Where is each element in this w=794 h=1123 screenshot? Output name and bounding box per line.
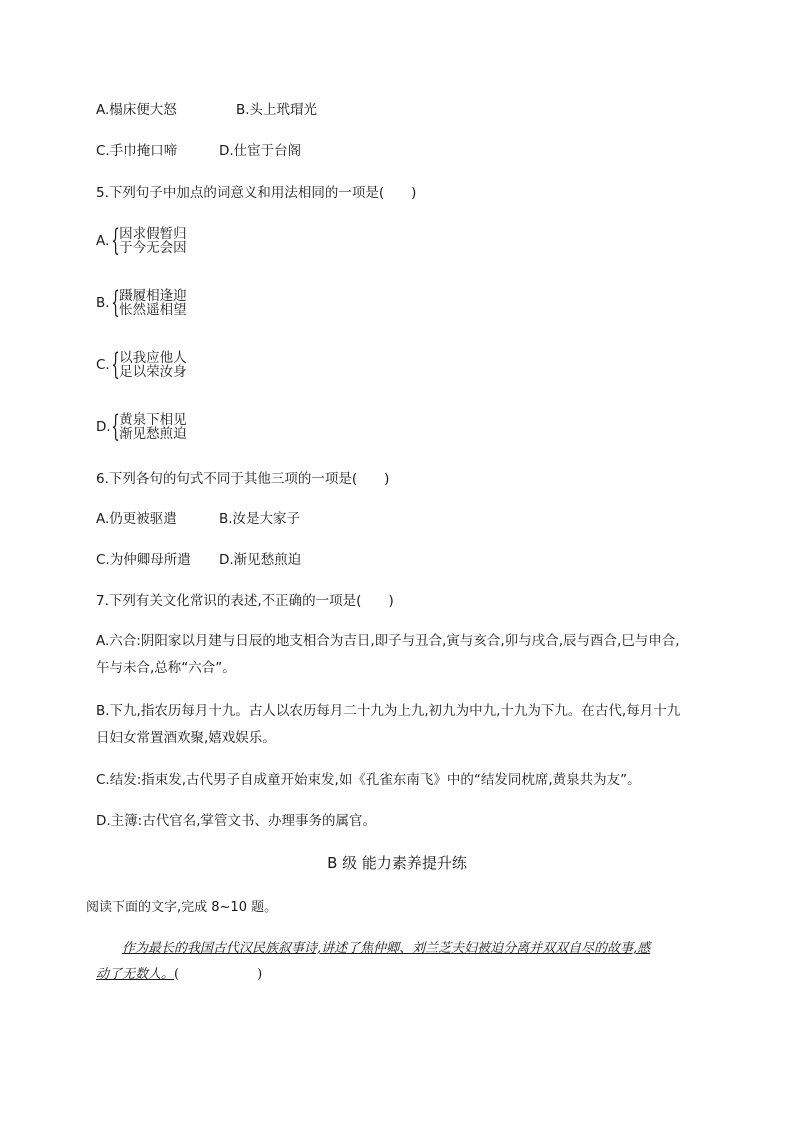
q5-option-b <box>96 285 187 320</box>
q5-b-line1: 蹑履相逢迎 <box>119 288 187 304</box>
option-letter: B. <box>96 295 110 311</box>
section-b-title: B 级 能力素养提升练 <box>327 854 467 872</box>
q4-option-d: D.仕宦于台阁 <box>219 143 302 159</box>
answer-blank[interactable]: ( ) <box>174 967 263 982</box>
q7-option-c: C.结发:指束发,古代男子自成童开始束发,如《孔雀东南飞》中的“结发同枕席,黄泉共为友”。 <box>96 772 641 788</box>
q5-option-c <box>96 347 187 382</box>
q6-option-b: B.汝是大家子 <box>219 511 301 527</box>
q5-d-line2: 渐见愁煎迫 <box>119 426 187 442</box>
q5-c-line1: 以我应他人 <box>119 350 187 366</box>
q5-option-d <box>96 409 187 444</box>
q5-c-line2: 足以荣汝身 <box>119 364 187 380</box>
q7-option-b-line2: 日妇女常置酒欢聚,嬉戏娱乐。 <box>96 730 276 746</box>
passage-line-2 <box>96 963 262 982</box>
q6-stem: 6.下列各句的句式不同于其他三项的一项是( ) <box>96 471 390 487</box>
q6-option-d: D.渐见愁煎迫 <box>219 552 302 568</box>
option-letter: C. <box>96 357 110 373</box>
left-brace-icon: { <box>111 223 120 258</box>
q7-option-a-line2: 午与未合,总称“六合”。 <box>96 660 236 676</box>
q6-option-a: A.仍更被驱遣 <box>96 511 177 527</box>
left-brace-icon: { <box>111 347 120 382</box>
q7-option-d: D.主簿:古代官名,掌管文书、办理事务的属官。 <box>96 813 377 829</box>
q7-option-b-line1: B.下九,指农历每月十九。古人以农历每月二十九为上九,初九为中九,十九为下九。在古代,每月十九 <box>96 703 681 719</box>
left-brace-icon: { <box>111 409 120 444</box>
q4-option-b: B.头上玳瑁光 <box>236 102 318 118</box>
q5-a-line1: 因求假暂归 <box>119 226 187 242</box>
q5-option-a <box>96 223 187 258</box>
q5-b-line2: 怅然遥相望 <box>119 302 187 318</box>
passage-text-2: 动了无数人。 <box>96 967 175 982</box>
reading-prompt: 阅读下面的文字,完成 8~10 题。 <box>86 900 278 915</box>
left-brace-icon: { <box>111 285 120 320</box>
q4-option-a: A.榻床便大怒 <box>96 102 177 118</box>
option-letter: D. <box>96 419 111 435</box>
q5-a-line2: 于今无会因 <box>119 240 187 256</box>
q5-d-line1: 黄泉下相见 <box>119 412 187 428</box>
q4-option-c: C.手巾掩口啼 <box>96 143 178 159</box>
q5-stem: 5.下列句子中加点的词意义和用法相同的一项是( ) <box>96 185 417 201</box>
q6-option-c: C.为仲卿母所遣 <box>96 552 191 568</box>
q7-stem: 7.下列有关文化常识的表述,不正确的一项是( ) <box>96 593 394 609</box>
passage-line-1 <box>122 937 650 956</box>
q7-option-a-line1: A.六合:阴阳家以月建与日辰的地支相合为吉日,即子与丑合,寅与亥合,卯与戌合,辰与酉合,巳与申合, <box>96 633 680 649</box>
option-letter: A. <box>96 233 110 249</box>
passage-text-1: 作为最长的我国古代汉民族叙事诗,讲述了焦仲卿、刘兰芝夫妇被迫分离并双双自尽的故事,感 <box>122 941 651 956</box>
